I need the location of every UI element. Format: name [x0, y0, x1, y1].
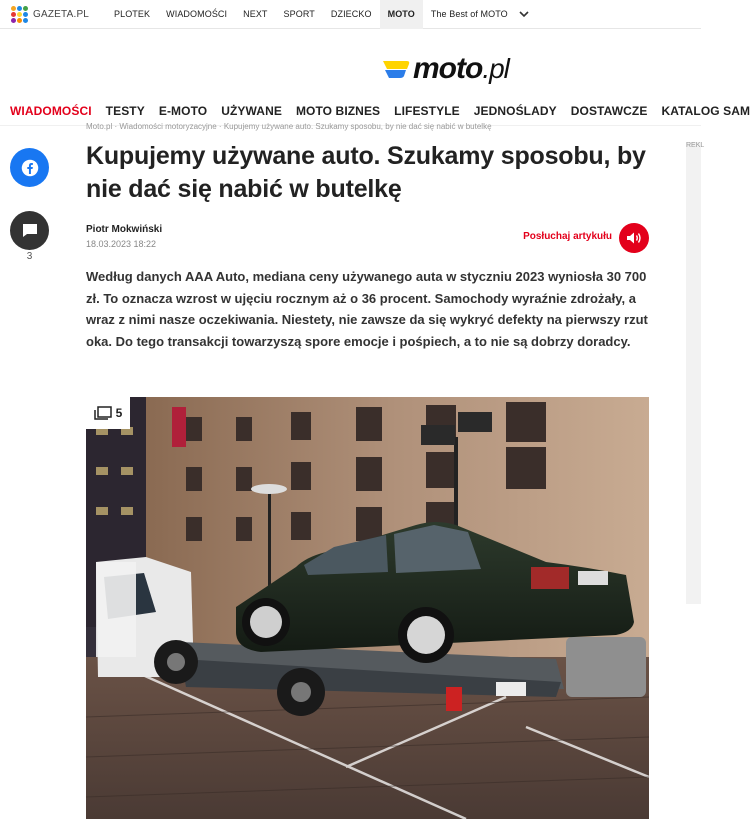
gazeta-logo-text: GAZETA.PL	[33, 8, 90, 20]
ad-slot	[686, 142, 701, 604]
main-nav-e-moto[interactable]: E-MOTO	[158, 103, 208, 118]
portal-nav	[106, 0, 532, 29]
main-nav-moto-biznes[interactable]: MOTO BIZNES	[295, 103, 381, 118]
main-nav-uzywane[interactable]: UŻYWANE	[221, 103, 282, 118]
portal-nav-sport[interactable]: SPORT	[283, 8, 315, 19]
gazeta-dot	[23, 12, 28, 17]
logo-stripes-icon	[381, 57, 411, 81]
article-main-photo[interactable]	[86, 397, 649, 819]
portal-nav-next[interactable]: NEXT	[243, 8, 268, 19]
comments-button[interactable]	[10, 211, 49, 250]
portal-nav-wiadomosci[interactable]: WIADOMOŚCI	[166, 8, 228, 19]
speaker-icon	[626, 231, 642, 245]
gazeta-dot	[17, 12, 22, 17]
logo-wordmark	[413, 52, 509, 86]
gazeta-dots-icon	[11, 6, 28, 23]
main-nav-jednoslady[interactable]: JEDNOŚLADY	[473, 103, 557, 118]
gazeta-dot	[11, 18, 16, 23]
breadcrumb[interactable]: Moto.pl · Wiadomości motoryzacyjne · Kupujemy używane auto. Szukamy sposobu, by nie dać się nabić w butelkę	[86, 122, 492, 131]
gallery-icon	[94, 406, 112, 420]
main-nav-dostawcze[interactable]: DOSTAWCZE	[570, 103, 648, 118]
portal-nav-best-of-moto[interactable]: The Best of MOTO	[430, 8, 508, 19]
photo-tow-truck-car	[86, 397, 649, 819]
author-name[interactable]: Piotr Mokwiński	[86, 224, 163, 235]
portal-nav-plotek[interactable]: PLOTEK	[114, 8, 151, 19]
listen-label[interactable]: Posłuchaj artykułu	[523, 231, 612, 242]
gazeta-logo[interactable]	[11, 6, 106, 23]
facebook-share-button[interactable]	[10, 148, 49, 187]
publish-date: 18.03.2023 18:22	[86, 239, 157, 249]
portal-nav-dziecko[interactable]: DZIECKO	[330, 8, 372, 19]
comments-count: 3	[26, 251, 33, 262]
gallery-count-badge[interactable]	[86, 397, 130, 429]
article-title: Kupujemy używane auto. Szukamy sposobu, by nie dać się nabić w butelkę	[86, 142, 646, 203]
main-nav-wiadomosci[interactable]: WIADOMOŚCI	[10, 103, 92, 118]
chevron-down-icon[interactable]	[516, 0, 532, 29]
portal-nav-moto[interactable]: MOTO	[380, 0, 423, 29]
main-nav-katalog[interactable]: KATALOG SAM	[661, 103, 750, 118]
ad-label: REKL	[686, 142, 705, 149]
logo-main: moto	[413, 52, 483, 85]
portal-topbar	[0, 0, 701, 29]
facebook-icon	[21, 159, 39, 177]
gallery-count: 5	[115, 406, 123, 420]
gazeta-dot	[23, 6, 28, 11]
article-lead: Według danych AAA Auto, mediana ceny używanego auta w styczniu 2023 wyniosła 30 700 zł. To oznacza wzrost w ujęciu rocznym aż o 36 procent. Samochody wyraźnie zdrożały, a wraz z nimi nasze oczekiwania. Niestety, nie zawsze da się wykryć defekty na pierwszy rzut oka. Do tego transakcji towarzyszą spore emocje i pośpiech, a to nie są dobrzy doradcy.	[86, 269, 648, 349]
gazeta-dot	[17, 18, 22, 23]
moto-pl-logo[interactable]	[381, 53, 543, 85]
logo-suffix: .pl	[482, 53, 509, 84]
gazeta-dot	[11, 12, 16, 17]
gazeta-dot	[23, 18, 28, 23]
main-nav-testy[interactable]: TESTY	[105, 103, 145, 118]
comment-icon	[22, 223, 38, 238]
main-nav-lifestyle[interactable]: LIFESTYLE	[394, 103, 460, 118]
listen-button[interactable]	[619, 223, 649, 253]
gazeta-dot	[17, 6, 22, 11]
gazeta-dot	[11, 6, 16, 11]
